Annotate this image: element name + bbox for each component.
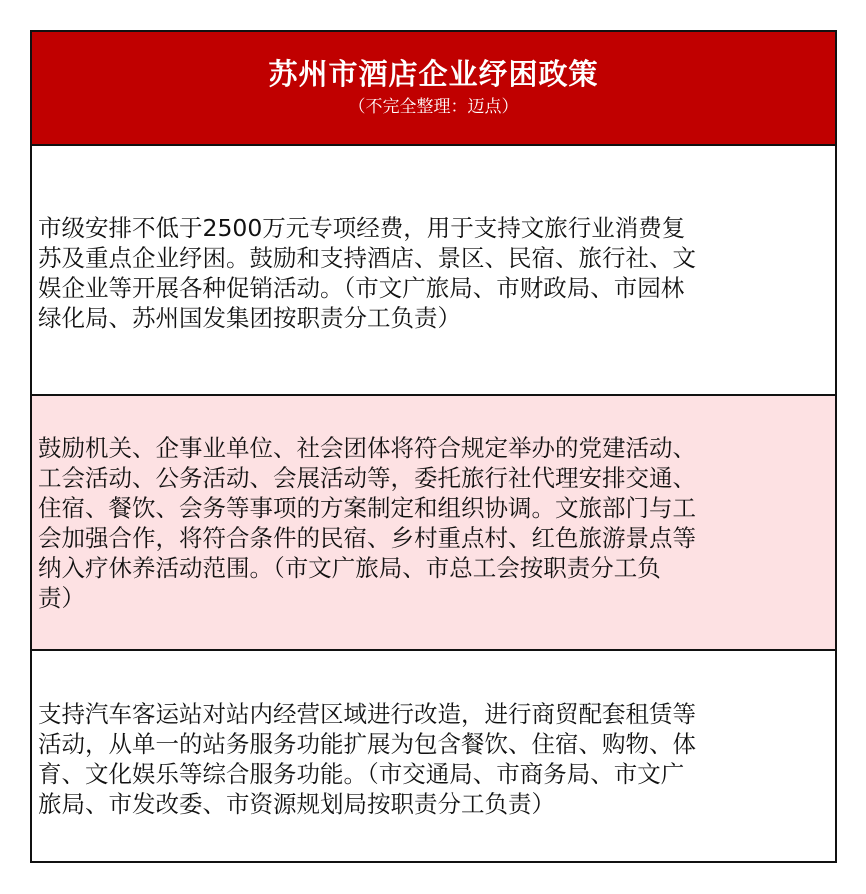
text-line: 育、文化娱乐等综合服务功能。（市交通局、市商务局、市文广 xyxy=(38,760,685,788)
policy-row-3 xyxy=(32,651,835,861)
text-line: 旅局、市发改委、市资源规划局按职责分工负责） xyxy=(38,790,555,818)
text-line: 工会活动、公务活动、会展活动等，委托旅行社代理安排交通、 xyxy=(38,463,696,492)
text-line: 活动，从单一的站务服务功能扩展为包含餐饮、住宿、购物、体 xyxy=(38,730,696,758)
text-line: 苏及重点企业纾困。鼓励和支持酒店、景区、民宿、旅行社、文 xyxy=(38,244,696,272)
text-line: 住宿、餐饮、会务等事项的方案制定和组织协调。文旅部门与工 xyxy=(38,493,696,522)
text-line: 责） xyxy=(38,583,85,612)
text-line: 市级安排不低于2500万元专项经费，用于支持文旅行业消费复 xyxy=(38,214,686,242)
text-line: 纳入疗休养活动范围。（市文广旅局、市总工会按职责分工负 xyxy=(38,553,661,582)
policy-table xyxy=(30,30,837,863)
policy-row-2 xyxy=(32,396,835,651)
text-line: 绿化局、苏州国发集团按职责分工负责） xyxy=(38,304,461,332)
page-title: 苏州市酒店企业纾困政策 xyxy=(268,57,599,91)
text-line: 会加强合作，将符合条件的民宿、乡村重点村、红色旅游景点等 xyxy=(38,523,696,552)
page-subtitle: （不完全整理：迈点） xyxy=(348,97,519,117)
text-line: 鼓励机关、企事业单位、社会团体将符合规定举办的党建活动、 xyxy=(38,433,696,462)
table-header xyxy=(32,32,835,146)
text-line: 娱企业等开展各种促销活动。（市文广旅局、市财政局、市园林 xyxy=(38,274,685,302)
policy-row-1 xyxy=(32,146,835,396)
text-line: 支持汽车客运站对站内经营区域进行改造，进行商贸配套租赁等 xyxy=(38,700,696,728)
